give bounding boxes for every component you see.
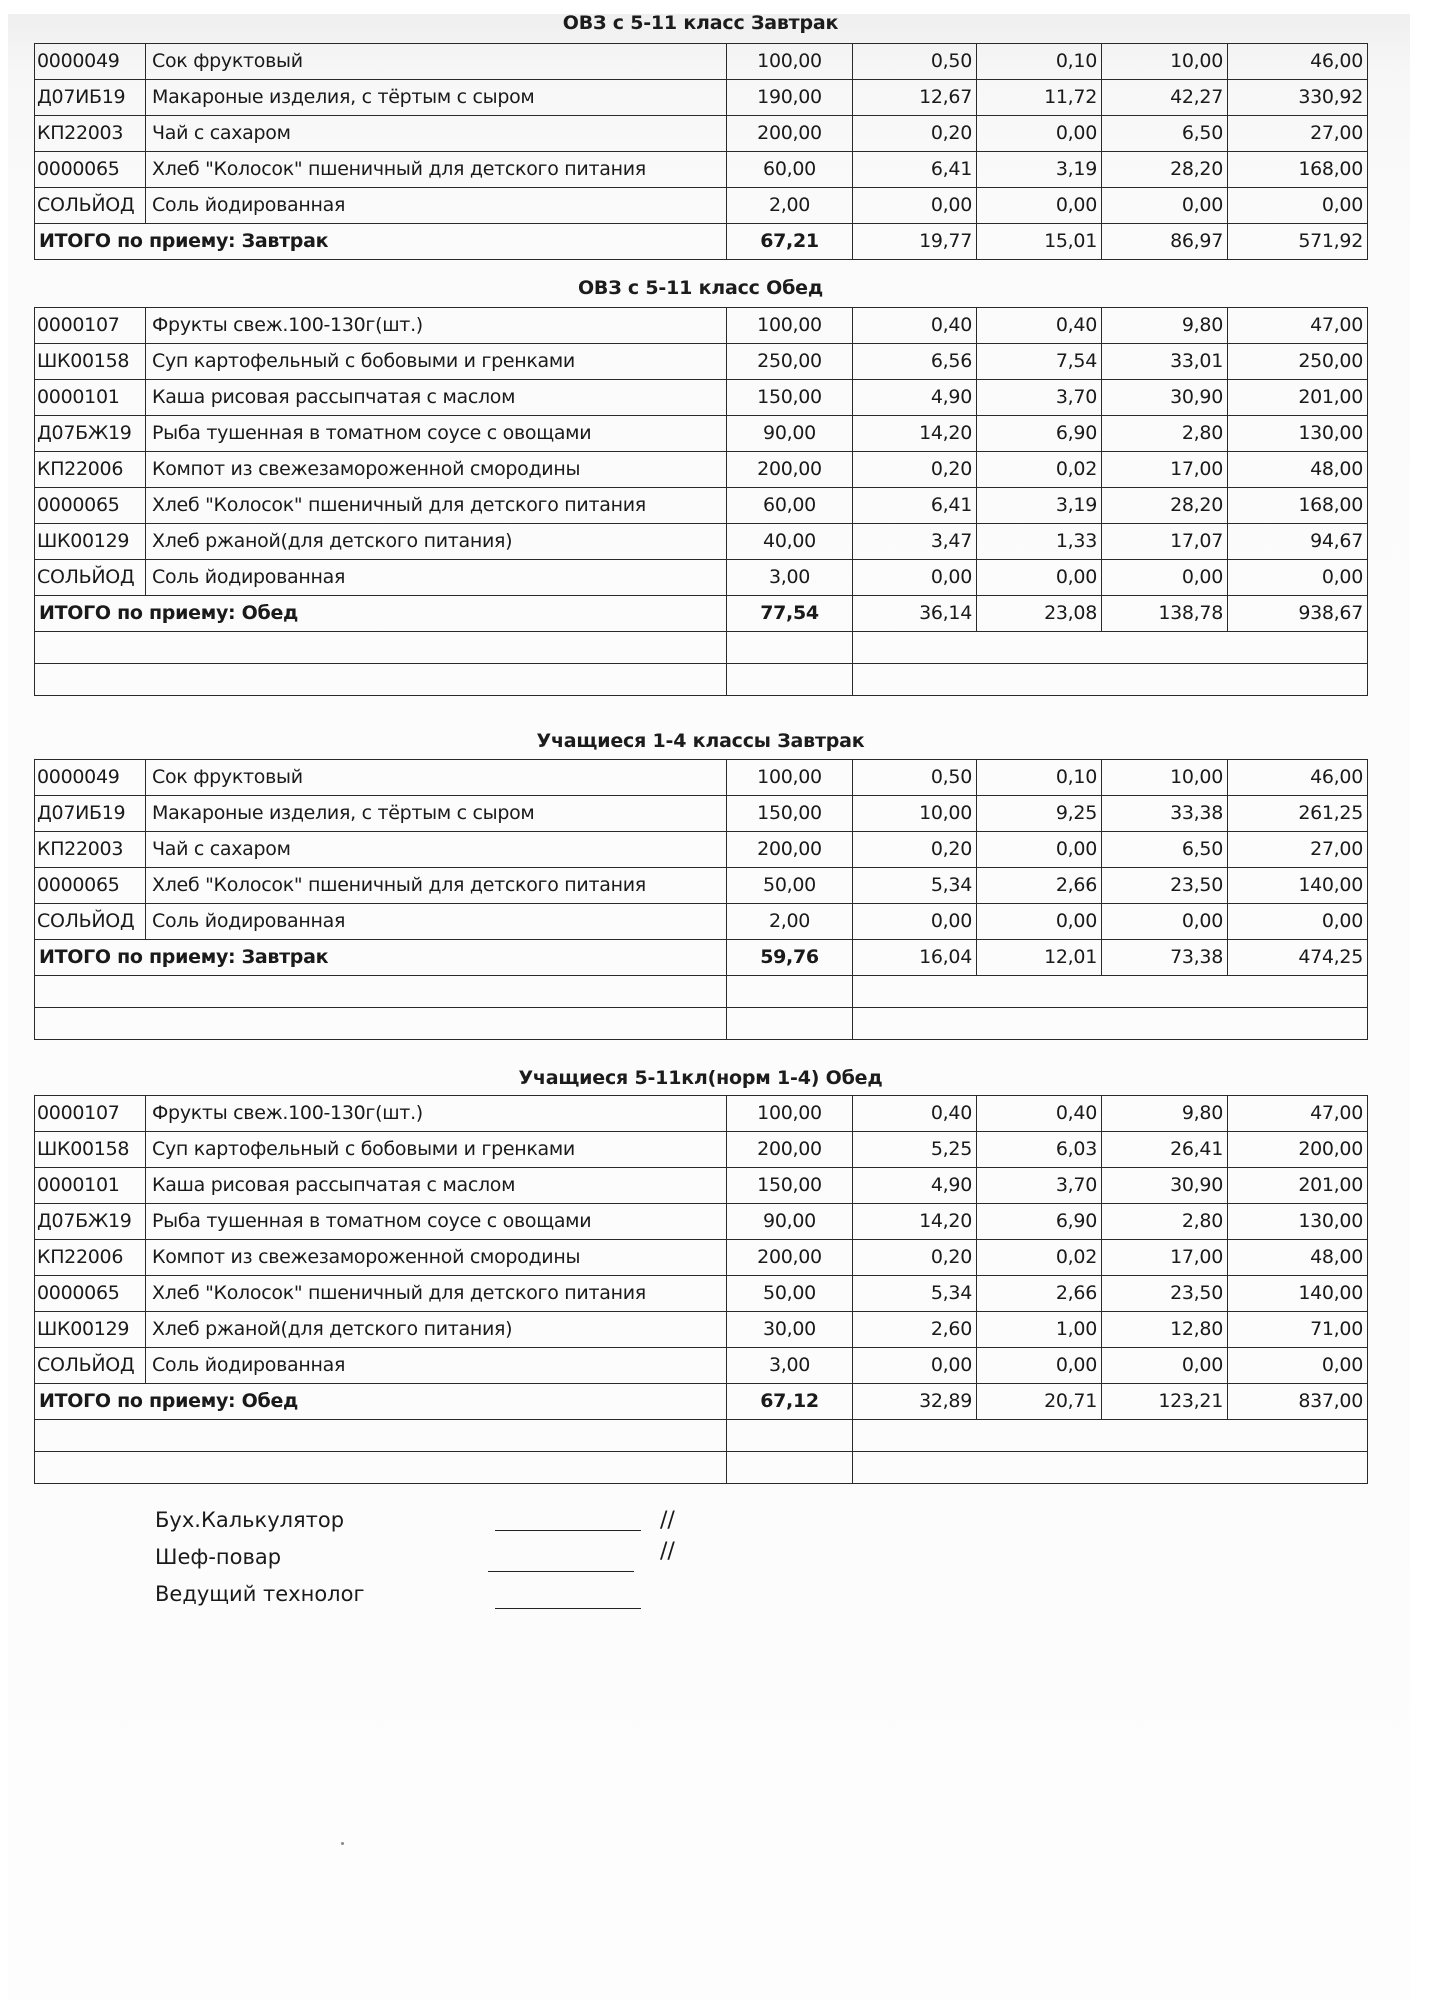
- dish-fat: 7,54: [977, 344, 1102, 380]
- table-row: [35, 868, 1368, 904]
- table-row: [35, 1312, 1368, 1348]
- dish-carbs: 10,00: [1102, 760, 1228, 796]
- dish-code: СОЛЬЙОД: [35, 1348, 146, 1384]
- dish-weight: 50,00: [727, 1276, 853, 1312]
- dish-weight: 100,00: [727, 760, 853, 796]
- dish-carbs: 9,80: [1102, 308, 1228, 344]
- dish-carbs: 9,80: [1102, 1096, 1228, 1132]
- dish-fat: 6,03: [977, 1132, 1102, 1168]
- dish-carbs: 0,00: [1102, 560, 1228, 596]
- dish-carbs: 0,00: [1102, 904, 1228, 940]
- blank-cell: [853, 1008, 1368, 1040]
- total-kcal: 837,00: [1228, 1384, 1368, 1420]
- dish-weight: 3,00: [727, 560, 853, 596]
- total-weight: 67,12: [727, 1384, 853, 1420]
- dish-carbs: 28,20: [1102, 152, 1228, 188]
- menu-table-ovz-lunch: [34, 307, 1368, 696]
- table-row: [35, 1348, 1368, 1384]
- dish-fat: 6,90: [977, 1204, 1102, 1240]
- dish-name: Чай с сахаром: [146, 832, 727, 868]
- dish-weight: 150,00: [727, 380, 853, 416]
- section-title-grades-1-4-breakfast: Учащиеся 1-4 классы Завтрак: [536, 730, 865, 752]
- dish-fat: 2,66: [977, 868, 1102, 904]
- dish-weight: 190,00: [727, 80, 853, 116]
- dish-weight: 90,00: [727, 416, 853, 452]
- total-fat: 23,08: [977, 596, 1102, 632]
- dish-weight: 250,00: [727, 344, 853, 380]
- dish-protein: 6,41: [853, 152, 977, 188]
- dish-name: Макароные изделия, с тёртым с сыром: [146, 796, 727, 832]
- total-label: ИТОГО по приему: Обед: [35, 1384, 727, 1420]
- total-kcal: 938,67: [1228, 596, 1368, 632]
- dish-weight: 3,00: [727, 1348, 853, 1384]
- dish-name: Каша рисовая рассыпчатая с маслом: [146, 1168, 727, 1204]
- dish-carbs: 6,50: [1102, 832, 1228, 868]
- dish-name: Соль йодированная: [146, 560, 727, 596]
- dish-kcal: 0,00: [1228, 1348, 1368, 1384]
- dish-fat: 3,70: [977, 380, 1102, 416]
- dish-kcal: 94,67: [1228, 524, 1368, 560]
- total-weight: 59,76: [727, 940, 853, 976]
- blank-cell: [727, 1420, 853, 1452]
- dish-name: Рыба тушенная в томатном соусе с овощами: [146, 416, 727, 452]
- dish-code: ШК00129: [35, 524, 146, 560]
- dish-fat: 0,00: [977, 832, 1102, 868]
- blank-cell: [727, 1452, 853, 1484]
- dish-protein: 5,34: [853, 868, 977, 904]
- dish-protein: 0,20: [853, 452, 977, 488]
- table-row: [35, 1204, 1368, 1240]
- signature-line: [495, 1608, 641, 1609]
- scan-speck: [341, 1842, 344, 1845]
- table-row: [35, 560, 1368, 596]
- dish-kcal: 168,00: [1228, 152, 1368, 188]
- table-row: [35, 1132, 1368, 1168]
- blank-cell: [853, 976, 1368, 1008]
- dish-name: Чай с сахаром: [146, 116, 727, 152]
- dish-kcal: 0,00: [1228, 560, 1368, 596]
- dish-protein: 0,20: [853, 832, 977, 868]
- dish-code: 0000101: [35, 380, 146, 416]
- dish-carbs: 26,41: [1102, 1132, 1228, 1168]
- signature-role: Бух.Калькулятор: [155, 1508, 345, 1532]
- dish-protein: 0,50: [853, 760, 977, 796]
- dish-name: Хлеб ржаной(для детского питания): [146, 1312, 727, 1348]
- dish-fat: 6,90: [977, 416, 1102, 452]
- dish-name: Рыба тушенная в томатном соусе с овощами: [146, 1204, 727, 1240]
- total-carbs: 123,21: [1102, 1384, 1228, 1420]
- dish-carbs: 12,80: [1102, 1312, 1228, 1348]
- section-title-grades-5-11-lunch: Учащиеся 5-11кл(норм 1-4) Обед: [518, 1067, 883, 1089]
- dish-fat: 0,40: [977, 1096, 1102, 1132]
- blank-row: [35, 1420, 1368, 1452]
- dish-code: КП22003: [35, 116, 146, 152]
- table-row: [35, 1276, 1368, 1312]
- menu-table-grades-1-4-breakfast: [34, 759, 1368, 1040]
- dish-carbs: 42,27: [1102, 80, 1228, 116]
- signature-role: Ведущий технолог: [155, 1582, 365, 1606]
- dish-protein: 3,47: [853, 524, 977, 560]
- dish-name: Суп картофельный с бобовыми и гренками: [146, 344, 727, 380]
- blank-cell: [727, 664, 853, 696]
- blank-cell: [727, 1008, 853, 1040]
- table-row: [35, 1168, 1368, 1204]
- dish-fat: 3,70: [977, 1168, 1102, 1204]
- dish-carbs: 2,80: [1102, 1204, 1228, 1240]
- dish-carbs: 2,80: [1102, 416, 1228, 452]
- total-carbs: 86,97: [1102, 224, 1228, 260]
- dish-name: Сок фруктовый: [146, 44, 727, 80]
- table-row: [35, 760, 1368, 796]
- dish-code: КП22006: [35, 452, 146, 488]
- total-carbs: 73,38: [1102, 940, 1228, 976]
- dish-name: Фрукты свеж.100-130г(шт.): [146, 1096, 727, 1132]
- dish-fat: 1,33: [977, 524, 1102, 560]
- total-label: ИТОГО по приему: Завтрак: [35, 224, 727, 260]
- dish-kcal: 0,00: [1228, 188, 1368, 224]
- dish-protein: 14,20: [853, 1204, 977, 1240]
- dish-code: Д07ИБ19: [35, 80, 146, 116]
- dish-fat: 0,02: [977, 1240, 1102, 1276]
- table-row: [35, 416, 1368, 452]
- dish-weight: 100,00: [727, 308, 853, 344]
- dish-code: 0000049: [35, 760, 146, 796]
- dish-code: КП22006: [35, 1240, 146, 1276]
- dish-protein: 6,41: [853, 488, 977, 524]
- table-row: [35, 796, 1368, 832]
- dish-kcal: 71,00: [1228, 1312, 1368, 1348]
- total-protein: 19,77: [853, 224, 977, 260]
- dish-carbs: 28,20: [1102, 488, 1228, 524]
- total-label: ИТОГО по приему: Завтрак: [35, 940, 727, 976]
- total-label: ИТОГО по приему: Обед: [35, 596, 727, 632]
- table-row: [35, 380, 1368, 416]
- dish-weight: 60,00: [727, 152, 853, 188]
- table-row: [35, 308, 1368, 344]
- total-protein: 32,89: [853, 1384, 977, 1420]
- dish-kcal: 261,25: [1228, 796, 1368, 832]
- dish-fat: 0,00: [977, 904, 1102, 940]
- dish-weight: 30,00: [727, 1312, 853, 1348]
- dish-fat: 0,00: [977, 116, 1102, 152]
- blank-cell: [35, 1420, 727, 1452]
- dish-protein: 4,90: [853, 1168, 977, 1204]
- dish-protein: 12,67: [853, 80, 977, 116]
- dish-name: Хлеб "Колосок" пшеничный для детского питания: [146, 1276, 727, 1312]
- dish-carbs: 23,50: [1102, 868, 1228, 904]
- total-kcal: 571,92: [1228, 224, 1368, 260]
- table-row: [35, 344, 1368, 380]
- blank-row: [35, 1008, 1368, 1040]
- dish-weight: 150,00: [727, 1168, 853, 1204]
- dish-kcal: 47,00: [1228, 308, 1368, 344]
- dish-kcal: 201,00: [1228, 380, 1368, 416]
- dish-code: Д07БЖ19: [35, 416, 146, 452]
- dish-protein: 0,20: [853, 1240, 977, 1276]
- dish-code: 0000065: [35, 152, 146, 188]
- dish-fat: 3,19: [977, 152, 1102, 188]
- blank-cell: [853, 1420, 1368, 1452]
- section-title-ovz-breakfast: ОВЗ с 5-11 класс Завтрак: [562, 12, 839, 34]
- dish-kcal: 201,00: [1228, 1168, 1368, 1204]
- signature-slash: //: [660, 1539, 675, 1564]
- dish-name: Фрукты свеж.100-130г(шт.): [146, 308, 727, 344]
- dish-kcal: 130,00: [1228, 416, 1368, 452]
- section-title-ovz-lunch: ОВЗ с 5-11 класс Обед: [577, 277, 823, 299]
- dish-name: Хлеб "Колосок" пшеничный для детского питания: [146, 152, 727, 188]
- dish-kcal: 140,00: [1228, 868, 1368, 904]
- dish-code: 0000107: [35, 1096, 146, 1132]
- dish-carbs: 33,38: [1102, 796, 1228, 832]
- dish-code: ШК00158: [35, 344, 146, 380]
- table-row: [35, 488, 1368, 524]
- total-weight: 77,54: [727, 596, 853, 632]
- dish-weight: 200,00: [727, 832, 853, 868]
- total-weight: 67,21: [727, 224, 853, 260]
- menu-table-grades-5-11-lunch: [34, 1095, 1368, 1484]
- dish-fat: 11,72: [977, 80, 1102, 116]
- dish-protein: 0,00: [853, 904, 977, 940]
- dish-fat: 0,02: [977, 452, 1102, 488]
- dish-weight: 50,00: [727, 868, 853, 904]
- dish-name: Макароные изделия, с тёртым с сыром: [146, 80, 727, 116]
- table-row: [35, 904, 1368, 940]
- total-kcal: 474,25: [1228, 940, 1368, 976]
- dish-name: Суп картофельный с бобовыми и гренками: [146, 1132, 727, 1168]
- total-row: [35, 596, 1368, 632]
- dish-protein: 6,56: [853, 344, 977, 380]
- total-row: [35, 940, 1368, 976]
- table-row: [35, 1096, 1368, 1132]
- dish-weight: 2,00: [727, 188, 853, 224]
- dish-kcal: 250,00: [1228, 344, 1368, 380]
- dish-carbs: 6,50: [1102, 116, 1228, 152]
- dish-carbs: 30,90: [1102, 380, 1228, 416]
- dish-weight: 200,00: [727, 452, 853, 488]
- dish-kcal: 200,00: [1228, 1132, 1368, 1168]
- blank-cell: [35, 632, 727, 664]
- dish-carbs: 17,00: [1102, 1240, 1228, 1276]
- dish-code: КП22003: [35, 832, 146, 868]
- blank-cell: [853, 632, 1368, 664]
- dish-fat: 0,00: [977, 560, 1102, 596]
- dish-kcal: 46,00: [1228, 44, 1368, 80]
- menu-table-ovz-breakfast: [34, 43, 1368, 260]
- dish-weight: 200,00: [727, 1240, 853, 1276]
- dish-code: ШК00158: [35, 1132, 146, 1168]
- total-carbs: 138,78: [1102, 596, 1228, 632]
- dish-kcal: 27,00: [1228, 832, 1368, 868]
- dish-code: Д07ИБ19: [35, 796, 146, 832]
- dish-carbs: 23,50: [1102, 1276, 1228, 1312]
- dish-name: Сок фруктовый: [146, 760, 727, 796]
- blank-row: [35, 976, 1368, 1008]
- dish-kcal: 168,00: [1228, 488, 1368, 524]
- dish-protein: 0,20: [853, 116, 977, 152]
- total-row: [35, 224, 1368, 260]
- dish-carbs: 0,00: [1102, 188, 1228, 224]
- dish-fat: 0,10: [977, 760, 1102, 796]
- dish-protein: 4,90: [853, 380, 977, 416]
- dish-protein: 0,00: [853, 188, 977, 224]
- table-row: [35, 44, 1368, 80]
- dish-code: 0000065: [35, 488, 146, 524]
- dish-protein: 0,00: [853, 560, 977, 596]
- blank-cell: [35, 1452, 727, 1484]
- dish-protein: 5,25: [853, 1132, 977, 1168]
- total-row: [35, 1384, 1368, 1420]
- dish-fat: 0,00: [977, 1348, 1102, 1384]
- dish-code: 0000049: [35, 44, 146, 80]
- blank-row: [35, 632, 1368, 664]
- total-protein: 16,04: [853, 940, 977, 976]
- dish-code: 0000101: [35, 1168, 146, 1204]
- dish-fat: 2,66: [977, 1276, 1102, 1312]
- blank-cell: [35, 1008, 727, 1040]
- dish-code: 0000065: [35, 868, 146, 904]
- total-fat: 20,71: [977, 1384, 1102, 1420]
- dish-code: СОЛЬЙОД: [35, 188, 146, 224]
- table-row: [35, 524, 1368, 560]
- blank-row: [35, 664, 1368, 696]
- dish-code: 0000107: [35, 308, 146, 344]
- dish-weight: 100,00: [727, 1096, 853, 1132]
- table-row: [35, 188, 1368, 224]
- dish-fat: 0,40: [977, 308, 1102, 344]
- blank-cell: [853, 664, 1368, 696]
- dish-weight: 200,00: [727, 1132, 853, 1168]
- total-fat: 12,01: [977, 940, 1102, 976]
- total-protein: 36,14: [853, 596, 977, 632]
- dish-name: Хлеб "Колосок" пшеничный для детского питания: [146, 868, 727, 904]
- dish-name: Соль йодированная: [146, 188, 727, 224]
- dish-fat: 0,10: [977, 44, 1102, 80]
- dish-fat: 9,25: [977, 796, 1102, 832]
- table-row: [35, 80, 1368, 116]
- dish-name: Хлеб ржаной(для детского питания): [146, 524, 727, 560]
- dish-kcal: 140,00: [1228, 1276, 1368, 1312]
- dish-carbs: 30,90: [1102, 1168, 1228, 1204]
- dish-protein: 0,50: [853, 44, 977, 80]
- dish-code: Д07БЖ19: [35, 1204, 146, 1240]
- dish-weight: 200,00: [727, 116, 853, 152]
- dish-protein: 0,40: [853, 1096, 977, 1132]
- signature-line: [488, 1571, 634, 1572]
- dish-carbs: 17,00: [1102, 452, 1228, 488]
- signature-role: Шеф-повар: [155, 1545, 282, 1569]
- dish-fat: 1,00: [977, 1312, 1102, 1348]
- signature-line: [495, 1530, 641, 1531]
- dish-name: Каша рисовая рассыпчатая с маслом: [146, 380, 727, 416]
- dish-kcal: 130,00: [1228, 1204, 1368, 1240]
- dish-weight: 100,00: [727, 44, 853, 80]
- dish-weight: 150,00: [727, 796, 853, 832]
- table-row: [35, 452, 1368, 488]
- blank-cell: [35, 664, 727, 696]
- signature-slash: //: [660, 1508, 675, 1533]
- total-fat: 15,01: [977, 224, 1102, 260]
- dish-protein: 0,00: [853, 1348, 977, 1384]
- blank-cell: [727, 976, 853, 1008]
- dish-protein: 5,34: [853, 1276, 977, 1312]
- dish-code: ШК00129: [35, 1312, 146, 1348]
- table-row: [35, 832, 1368, 868]
- dish-kcal: 330,92: [1228, 80, 1368, 116]
- dish-carbs: 0,00: [1102, 1348, 1228, 1384]
- blank-cell: [727, 632, 853, 664]
- dish-name: Компот из свежезамороженной смородины: [146, 1240, 727, 1276]
- table-row: [35, 152, 1368, 188]
- blank-cell: [35, 976, 727, 1008]
- dish-fat: 3,19: [977, 488, 1102, 524]
- blank-row: [35, 1452, 1368, 1484]
- dish-name: Соль йодированная: [146, 904, 727, 940]
- dish-weight: 2,00: [727, 904, 853, 940]
- blank-cell: [853, 1452, 1368, 1484]
- dish-protein: 0,40: [853, 308, 977, 344]
- table-row: [35, 116, 1368, 152]
- dish-name: Соль йодированная: [146, 1348, 727, 1384]
- dish-kcal: 0,00: [1228, 904, 1368, 940]
- dish-protein: 2,60: [853, 1312, 977, 1348]
- dish-name: Хлеб "Колосок" пшеничный для детского питания: [146, 488, 727, 524]
- dish-kcal: 46,00: [1228, 760, 1368, 796]
- dish-weight: 90,00: [727, 1204, 853, 1240]
- dish-protein: 14,20: [853, 416, 977, 452]
- dish-protein: 10,00: [853, 796, 977, 832]
- dish-kcal: 48,00: [1228, 452, 1368, 488]
- dish-kcal: 47,00: [1228, 1096, 1368, 1132]
- dish-carbs: 17,07: [1102, 524, 1228, 560]
- dish-carbs: 33,01: [1102, 344, 1228, 380]
- dish-code: 0000065: [35, 1276, 146, 1312]
- dish-kcal: 48,00: [1228, 1240, 1368, 1276]
- table-row: [35, 1240, 1368, 1276]
- dish-code: СОЛЬЙОД: [35, 904, 146, 940]
- dish-kcal: 27,00: [1228, 116, 1368, 152]
- dish-name: Компот из свежезамороженной смородины: [146, 452, 727, 488]
- dish-weight: 40,00: [727, 524, 853, 560]
- dish-fat: 0,00: [977, 188, 1102, 224]
- dish-code: СОЛЬЙОД: [35, 560, 146, 596]
- dish-carbs: 10,00: [1102, 44, 1228, 80]
- dish-weight: 60,00: [727, 488, 853, 524]
